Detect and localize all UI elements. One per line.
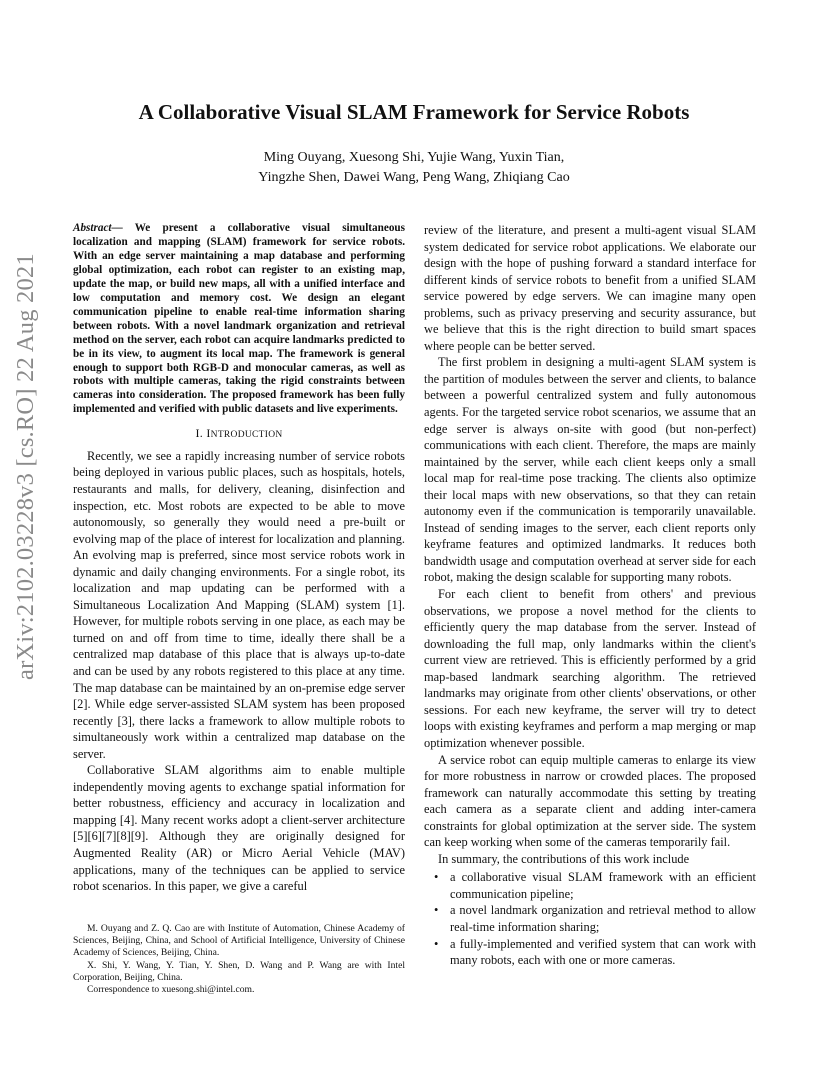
- list-item: • a fully-implemented and verified system that can work with many robots, each with one or more cameras.: [434, 936, 756, 968]
- arxiv-identifier: arXiv:2102.03228v3 [cs.RO] 22 Aug 2021: [12, 253, 39, 680]
- footnote: X. Shi, Y. Wang, Y. Tian, Y. Shen, D. Wang and P. Wang are with Intel Corporation, Beijing, China.: [73, 959, 405, 983]
- paragraph: In summary, the contributions of this work include: [438, 851, 690, 866]
- section-number: I.: [195, 426, 204, 441]
- authors-line-2: Yingzhe Shen, Dawei Wang, Peng Wang, Zhiqiang Cao: [258, 170, 570, 185]
- paragraph: A service robot can equip multiple cameras to enlarge its view for more robustness in narrow or crowded places. The proposed framework can naturally accommodate this setting by treating each camera as a separate client and adding inter-camera constraints for global optimization at the server side. The system can keep working when some of the cameras temporarily fail.: [424, 752, 756, 850]
- abstract-text: — We present a collaborative visual simultaneous localization and mapping (SLAM) framework for service robots. With an edge server maintaining a map database and performing global optimization, each robot can register to an existing map, update the map, or build new maps, all with a unified interface and low computation and memory cost. We design an elegant communication pipeline to enable real-time information sharing between robots. With a novel landmark organization and retrieval method on the server, each robot can acquire landmarks predicted to be in its view, to augment its local map. The framework is general enough to support both RGB-D and monocular cameras, as well as robots with multiple cameras, taking the rigid constraints between cameras into consideration. The proposed framework has been fully implemented and verified with public datasets and live experiments.: [73, 222, 405, 416]
- abstract-label: Abstract: [73, 222, 112, 234]
- footnote: M. Ouyang and Z. Q. Cao are with Institute of Automation, Chinese Academy of Sciences, Beijing, China, and School of Artificial Intelligence, University of Chinese Academy of Sciences, Beijing, China.: [73, 923, 405, 959]
- author-list: [0, 148, 828, 188]
- paragraph: For each client to benefit from others' and previous observations, we propose a novel method for the clients to efficiently query the map database from the server. Instead of downloading the full map, only landmarks within the client's current view are retrieved. This is efficiently performed by a grid map-based landmark searching algorithm. The retrieved landmarks may originate from other clients' observations, or other sessions. For each new keyframe, the server will try to detect loops with existing keyframes and perform a map merging or map optimization whenever possible.: [424, 587, 756, 750]
- bullet-icon: •: [434, 870, 439, 885]
- left-column: [73, 222, 405, 895]
- paragraph: Recently, we see a rapidly increasing number of service robots being deployed in various public places, such as hospitals, hotels, restaurants and malls, for delivery, cleaning, disinfection and inspection, etc. Most robots are expected to be able to move autonomously, so generally they would need a pre-built or evolving map of the place of interest for localization and planning. An evolving map is preferred, since most service robots work in dynamic and daily changing environments. For a single robot, its localization and map updating can be performed with a Simultaneous Localization And Mapping (SLAM) system [1]. However, for multiple robots serving in one place, as each may be turned on and off from time to time, ideally there shall be a centralized map database of this place that is always up-to-date and can be used by any robots registered to this place at any time. The map database can be maintained by an on-premise edge server [2]. While edge server-assisted SLAM system has been proposed recently [3], there lacks a framework to allow multiple robots to simultaneously work within a centralized map database on the server.: [73, 448, 405, 761]
- section-title-initial: I: [206, 426, 211, 441]
- section-title-rest: NTRODUCTION: [210, 430, 283, 441]
- list-item: • a collaborative visual SLAM framework with an efficient communication pipeline;: [434, 870, 756, 901]
- bullet-icon: •: [434, 903, 439, 918]
- paragraph: Collaborative SLAM algorithms aim to enable multiple independently moving agents to exchange spatial information for better robustness, efficiency and accuracy in localization and mapping [4]. Many recent works adopt a client-server architecture [5][6][7][8][9]. Although they are originally designed for Augmented Reality (AR) or Micro Aerial Vehicle (MAV) applications, many of the techniques can be applied to service robot scenarios. In this paper, we give a careful: [73, 763, 405, 894]
- paragraph: The first problem in designing a multi-agent SLAM system is the partition of modules between the server and clients, to balance between a powerful centralized system and fully autonomous agents. For the targeted service robot scenarios, we assume that an edge server is always on-site with good (but non-perfect) communications with each client. Therefore, the maps are mainly maintained by the server, while each client keeps only a small local map for real-time pose tracking. The clients also optimize their local maps with new observations, so that they can retain autonomy even if the communication is temporarily unavailable. Instead of sending images to the server, each client reports only keyframe features and optimized landmarks. It reduces both bandwidth usage and computation overhead at server side for each robot, making the design scalable for supporting many robots.: [424, 355, 756, 585]
- paper-title: A Collaborative Visual SLAM Framework for Service Robots: [138, 100, 690, 124]
- list-item: • a novel landmark organization and retrieval method to allow real-time information sharing;: [434, 903, 756, 934]
- contribution-list: [424, 869, 756, 968]
- footnotes: [73, 923, 405, 996]
- authors-line-1: Ming Ouyang, Xuesong Shi, Yujie Wang, Yuxin Tian,: [263, 150, 565, 165]
- footnote: Correspondence to xuesong.shi@intel.com.: [87, 984, 255, 996]
- abstract: [73, 222, 405, 417]
- paragraph: review of the literature, and present a multi-agent visual SLAM system dedicated for service robot applications. We elaborate our design with the hope of pushing forward a standard interface for different kinds of service robots to benefit from a unified SLAM service powered by edge servers. We can imagine many open problems, such as privacy preserving and security assurance, but we believe that this is the right direction to build smart spaces where people can be better served.: [424, 223, 756, 353]
- bullet-icon: •: [434, 936, 439, 951]
- section-heading-introduction: [73, 425, 405, 444]
- right-column: [424, 222, 756, 969]
